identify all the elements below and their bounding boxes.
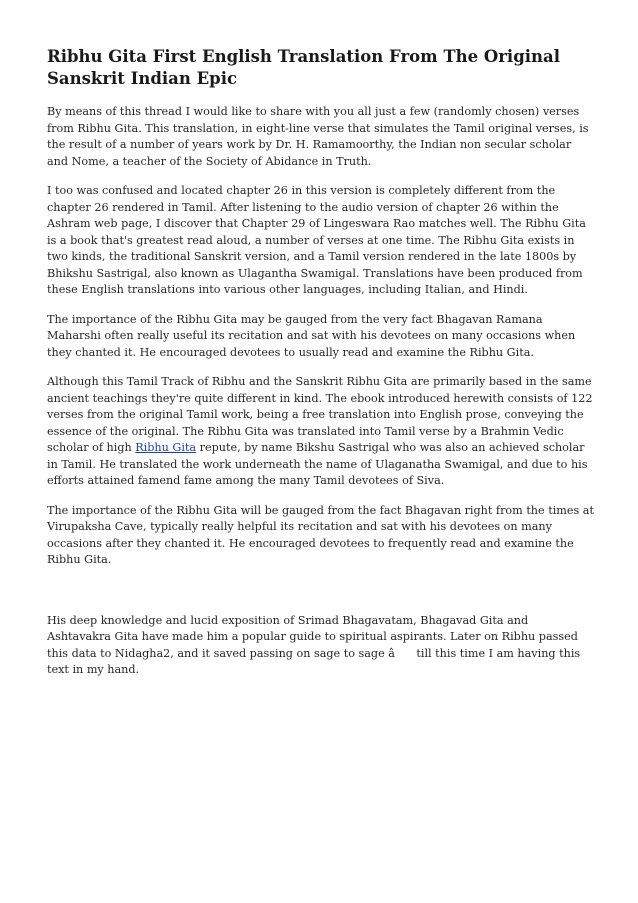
paragraph-2: I too was confused and located chapter 26 in this version is completely different from the chapter 26 rendered in Tamil. After listening to the audio version of chapter 26 within the Ashram web page, I discover that Chapter 29 of Lingeswara Rao matches well. The Ribhu Gita is a book that's greatest read aloud, a number of verses at one time. The Ribhu Gita exists in two kinds, the traditional Sanskrit version, and a Tamil version rendered in the late 1800s by Bhikshu Sastrigal, also known as Ulagantha Swamigal. Translations have been produced from these English translations into various other languages, including Italian, and Hindi. bbox=[47, 184, 586, 296]
ribhu-gita-link[interactable]: Ribhu Gita bbox=[135, 441, 197, 454]
paragraph-4-text-start: Although this Tamil Track of Ribhu and the Sanskrit Ribhu Gita are primarily based in the same ancient teachings they're quite different in kind. The ebook introduced herewith consists of 122 verses from the original Tamil work, being a free translation into English prose, conveying the essence of the original. The Ribhu Gita was translated into Tamil verse by a Brahmin Vedic scholar of high bbox=[47, 375, 593, 454]
paragraph-3: The importance of the Ribhu Gita may be gauged from the very fact Bhagavan Ramana Maharshi often really useful its recitation and sat with his devotees on many occasions when they chanted it. He encouraged devotees to usually read and examine the Ribhu Gita. bbox=[47, 312, 576, 359]
paragraph-4 bbox=[47, 374, 594, 490]
paragraph-1: By means of this thread I would like to share with you all just a few (randomly chosen) verses from Ribhu Gita. This translation, in eight-line verse that simulates the Tamil original verses, is the result of a number of years work by Dr. H. Ramamoorthy, the Indian non secular scholar and Nome, a teacher of the Society of Abidance in Truth. bbox=[47, 105, 589, 168]
paragraph-5: The importance of the Ribhu Gita will be gauged from the fact Bhagavan right from the times at Virupaksha Cave, typically really helpful its recitation and sat with his devotees on many occasions after they chanted it. He encouraged devotees to frequently read and examine the Ribhu Gita. bbox=[47, 503, 594, 566]
paragraph-4-text-end: repute, by name Bikshu Sastrigal who was also an achieved scholar in Tamil. He translated the work underneath the name of Ulaganatha Swamigal, and due to his efforts attained famend fame among the many Tamil devotees of Siva. bbox=[47, 441, 588, 487]
document-title: Ribhu Gita First English Translation From The Original Sanskrit Indian Epic bbox=[47, 47, 560, 88]
paragraph-6: His deep knowledge and lucid exposition of Srimad Bhagavatam, Bhagavad Gita and Ashtavakra Gita have made him a popular guide to spiritual aspirants. Later on Ribhu passed this data to Nidagha2, and it saved passing on sage to sage â till this time I am having this text in my hand. bbox=[47, 613, 581, 676]
